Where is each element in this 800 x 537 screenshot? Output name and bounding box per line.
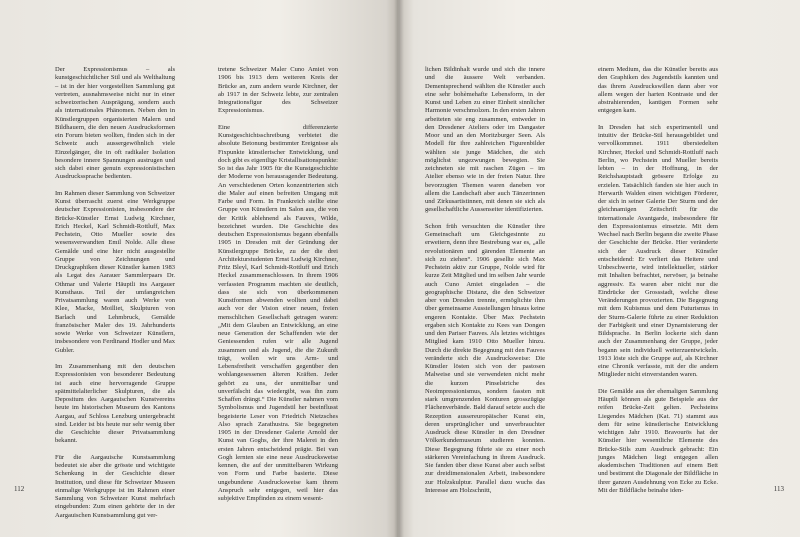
paragraph: Schon früh versuchten die Künstler ihre Gemeinschaft um Gleichgesinnte zu erweitern, denn ihre Bestrebung war es, „alle revolutionären und gärenden Elemente an sich zu ziehen“. 1906 gesellte sich Max Pechstein aktiv zur Gruppe, Nolde wird für kurze Zeit Mitglied und im selben Jahr wurde auch Cuno Amiet eingeladen – die geographische Distanz, die den Schweizer aber von Dresden trennte, ermöglichte ihm über gemeinsame Ausstellungen hinaus keine engeren Kontakte. Über Max Pechstein ergaben sich Kontakte zu Kees van Dongen und den Pariser Fauves. Als letztes wichtiges Mitglied kam 1910 Otto Mueller hinzu. Durch die direkte Begegnung mit den Fauves veränderte sich die Ausdrucksweise: Die Künstler lösten sich von der pastosen Malweise und sie verwendeten nicht mehr die kurzen Pinselstriche des Neoimpressionismus, sondern fassten mit stark umgrenzenden Konturen grosszügige Flächenverbände. Bald darauf setzte auch die Rezeption aussereuropäischer Kunst ein, deren ursprünglicher und unverbrauchter Ausdruck diese Künstler in den Dresdner Völkerkundemuseum studieren konnten. Diese Begegnung führte sie zu einer noch stärkeren Vereinfachung in ihrem Ausdruck. Sie fanden über diese Kunst aber auch selbst zur dreidimensionalen Arbeit, insbesondere zur Holzskulptur. Parallel dazu wuchs das Interesse am Holzschnitt, xyxy=(425,222,545,494)
paragraph: Im Rahmen dieser Sammlung von Schweizer Kunst überrascht zuerst eine Werkgruppe deutscher Expressionisten, insbesondere der Brücke-Künstler Ernst Ludwig Kirchner, Erich Heckel, Karl Schmidt-Rottluff, Max Pechstein, Otto Mueller sowie des wesensverwandten Emil Nolde. Alle diese Gemälde und eine hier nicht ausgestellte Gruppe von Zeichnungen und Druckgraphiken dieser Künstler kamen 1983 als Legat des Aarauer Sammlerpaars Dr. Othmar und Valerie Häuptli ins Aargauer Kunsthaus. Teil der umfangreichen Privatsammlung waren auch Werke von Klee, Macke, Moilliet, Skulpturen von Barlach und Lehmbruck, Gemälde französischer Maler des 19. Jahrhunderts sowie Werke von Schweizer Künstlern, insbesondere von Ferdinand Hodler und Max Gubler. xyxy=(55,189,175,354)
paragraph: Im Zusammenhang mit den deutschen Expressionisten von besonderer Bedeutung ist auch eine hervorragende Gruppe spätmittelalterlicher Skulpturen, die als Depositum des Aargauischen Kunstvereins heute im historischen Museum des Kantons Aargau, auf Schloss Lenzburg untergebracht sind. Leider ist bis heute nur sehr wenig über die Geschichte dieser Privatsammlung bekannt. xyxy=(55,363,175,445)
paragraph: Für die Aargauische Kunstsammlung bedeutet sie aber die grösste und wichtigste Schenkung in der Geschichte dieser Institution, und diese für Schweizer Museen einmalige Werkgruppe ist im Rahmen einer Sammlung von Schweizer Kunst mehrfach eingebunden: Zum einen gehörte der in der Aargauischen Kunstsammlung gut ver- xyxy=(55,453,175,519)
page-number-right: 113 xyxy=(773,485,784,493)
right-page-column-1 xyxy=(425,66,545,496)
paragraph: Eine differenzierte Kunstgeschichtsschreibung verbietet die absolute Betonung bestimmter Ereignisse als Fixpunkte künstlerischer Entwicklung, und doch gibt es eigentlige Kristallisationspunkte: So ist das Jahr 1905 für die Kunstgeschichte der Moderne von herausragender Bedeutung. An verschiedenen Orten konzentrierten sich die Maler auf einen befreiten Umgang mit Farbe und Form. In Frankreich stellte eine Gruppe von Künstlern im Salon aus, die von der Kritik ablehnend als Fauves, Wilde, bezeichnet wurden. Die Geschichte des deutschen Expressionismus begann ebenfalls 1905 in Dresden mit der Gründung der Künstlergruppe Brücke, zu der die drei Architekturstudenten Ernst Ludwig Kirchner, Fritz Bleyl, Karl Schmidt-Rottluff und Erich Heckel zusammenschlossen. In ihrem 1906 verfassten Programm machten sie deutlich, dass sie sich von überkommenen Kunstformen abwenden wollten und dabei auch vor der Vision einer neuen, freien menschlichen Gesellschaft getragen waren: „Mit dem Glauben an Entwicklung, an eine neue Generation der Schaffenden wie der Geniessenden rufen wir alle Jugend zusammen und als Jugend, die die Zukunft trägt, wollen wir uns Arm- und Lebensfreiheit verschaffen gegenüber den wohlangesessenen älteren Kräften. Jeder gehört zu uns, der unmittelbar und unverfälscht das wiedergibt, was ihn zum Schaffen drängt.“ Die Künstler nahmen vom Symbolismus und Jugendstil her beeinflusst begeisterte Leser von Friedrich Nietzsches Also sprach Zarathustra. Sie begegneten 1905 in der Dresdener Galerie Arnold der Kunst van Goghs, der ihre Malerei in den ersten Jahren entscheidend prägte. Bei van Gogh lernten sie eine neue Ausdrucksweise kennen, die auf der unmittelbaren Wirkung von Form und Farbe basierte. Diese ungebundene Ausdrucksweise kam ihrem Anspruch sehr entgegen, weil hier das subjektive Empfinden zu einem wesent- xyxy=(218,123,339,502)
left-page-column-1 xyxy=(55,66,175,519)
right-page-column-2 xyxy=(598,66,718,496)
page-number-left: 112 xyxy=(14,485,25,493)
paragraph: lichen Bildinhalt wurde und sich die innere und die äussere Welt verbanden. Dementsprechend wählten die Künstler auch eine sehr bohèmehafte Lebensform, in der Kunst und Leben zu einer Einheit sinnlicher Harmonie verschmolzen. In den ersten Jahren arbeiteten sie eng zusammen, entweder in den Dresdener Ateliers oder im Dangaster Moor und an den Moritzburger Seen. Als Modell für ihre zahlreichen Figurenbilder wählten sie junge Mädchen, die sich möglichst ungezwungen bewegten. Sie zeichneten sie mit raschen Zügen – im Atelier ebenso wie in der freien Natur. Ihre bevorzugten Themen waren daneben vor allem die Landschaft aber auch Tänzerinnen und Zirkusartistinnen, mit denen sie sich als gesellschaftliche Aussenseiter identifizierten. xyxy=(425,66,545,214)
left-page-column-2 xyxy=(218,66,339,502)
paragraph: Die Gemälde aus der ehemaligen Sammlung Häuptli können als gute Beispiele aus der reifen Brücke-Zeit gelten. Pechsteins Liegendes Mädchen (Kat. 71) stammt aus dem für seine künstlerische Entwicklung wichtigen Jahr 1910. Bravourös hat der Künstler hier wesentliche Elemente des Brücke-Stils zum Ausdruck gebracht: Ein junges Mädchen liegt entgegen allen akademischen Traditionen auf einem Bett und bestimmt die Diagonale der Bildfläche in ihrer ganzen Ausdehnung von Ecke zu Ecke. Mit der Bildfläche beinahe iden- xyxy=(598,387,718,494)
left-page xyxy=(0,0,398,537)
paragraph: In Dresden hat sich experimentell und intuitiv der Brücke-Stil herausgebildet und vervollkommnet. 1911 übersiedelten Kirchner, Heckel und Schmidt-Rottluff nach Berlin, wo Pechstein und Mueller bereits lebten – in der Hoffnung, in der Reichshauptstadt grössere Erfolge zu erzielen. Tatsächlich fanden sie hier auch in Herwarth Walden einen wichtigen Förderer, der sich in seiner Galerie Der Sturm und der gleichnamigen Zeitschrift für die internationale Avantgarde, insbesondere für den Expressionismus einsetzte. Mit dem Wechsel nach Berlin begann die zweite Phase der Geschichte der Brücke. Hier veränderte sich der Ausdruck dieser Künstler entscheidend: Er verliert das Heitere und Unbeschwerte, wird intellektueller, stärker mit Inhalten befrachtet, nervöser, ja beinahe aggressiv. Es waren aber nicht nur die Eindrücke der Grossstadt, welche diese Veränderungen provozierten. Die Begegnung mit dem Kubismus und dem Futurismus in der Sturm-Galerie führte zu einer Reduktion der Farbigkeit und einer Dynamisierung der Bildsprache. In Berlin lockerte sich dann auch der Zusammenhang der Gruppe, jeder begann sein individuell weiterzuentwickeln. 1913 löste sich die Gruppe auf, als Kirchner eine Chronik verfasste, mit der die andern Mitglieder nicht einverstanden waren. xyxy=(598,123,718,379)
right-page xyxy=(398,0,800,537)
paragraph: tretene Schweizer Maler Cuno Amiet von 1906 bis 1913 dem weiteren Kreis der Brücke an, zum andern wurde Kirchner, der ab 1917 in der Schweiz lebte, zur zentralen Integrationsfigur des Schweizer Expressionismus. xyxy=(218,66,338,115)
book-gutter-shadow xyxy=(394,0,404,537)
paragraph: einem Medium, das die Künstler bereits aus den Graphiken des Jugendstils kannten und das ihrem Ausdruckswillen dann aber vor allem wegen der harten Kontraste und der abstrahierenden, kantigen Formen sehr entgegen kam. xyxy=(598,66,718,115)
paragraph: Der Expressionismus – als kunstgeschichtlicher Stil und als Welthaltung – ist in der hier vorgestellten Sammlung gut vertreten, ausnahmsweise nicht nur in einer schweizerischen Ausprägung, sondern auch als internationales Phänomen. Neben den in Künstlergruppen organisierten Malern und Bildhauern, die den neuen Ausdrucksformen ein Forum bieten wollten, finden sich in der Schweiz auch aussergewöhnlich viele Einzelgänger, die in oft radikaler Isolation besondere innere Spannungen austrugen und sich dabei einer genuin expressionistischen Ausdruckssprache bedienten. xyxy=(55,66,175,181)
